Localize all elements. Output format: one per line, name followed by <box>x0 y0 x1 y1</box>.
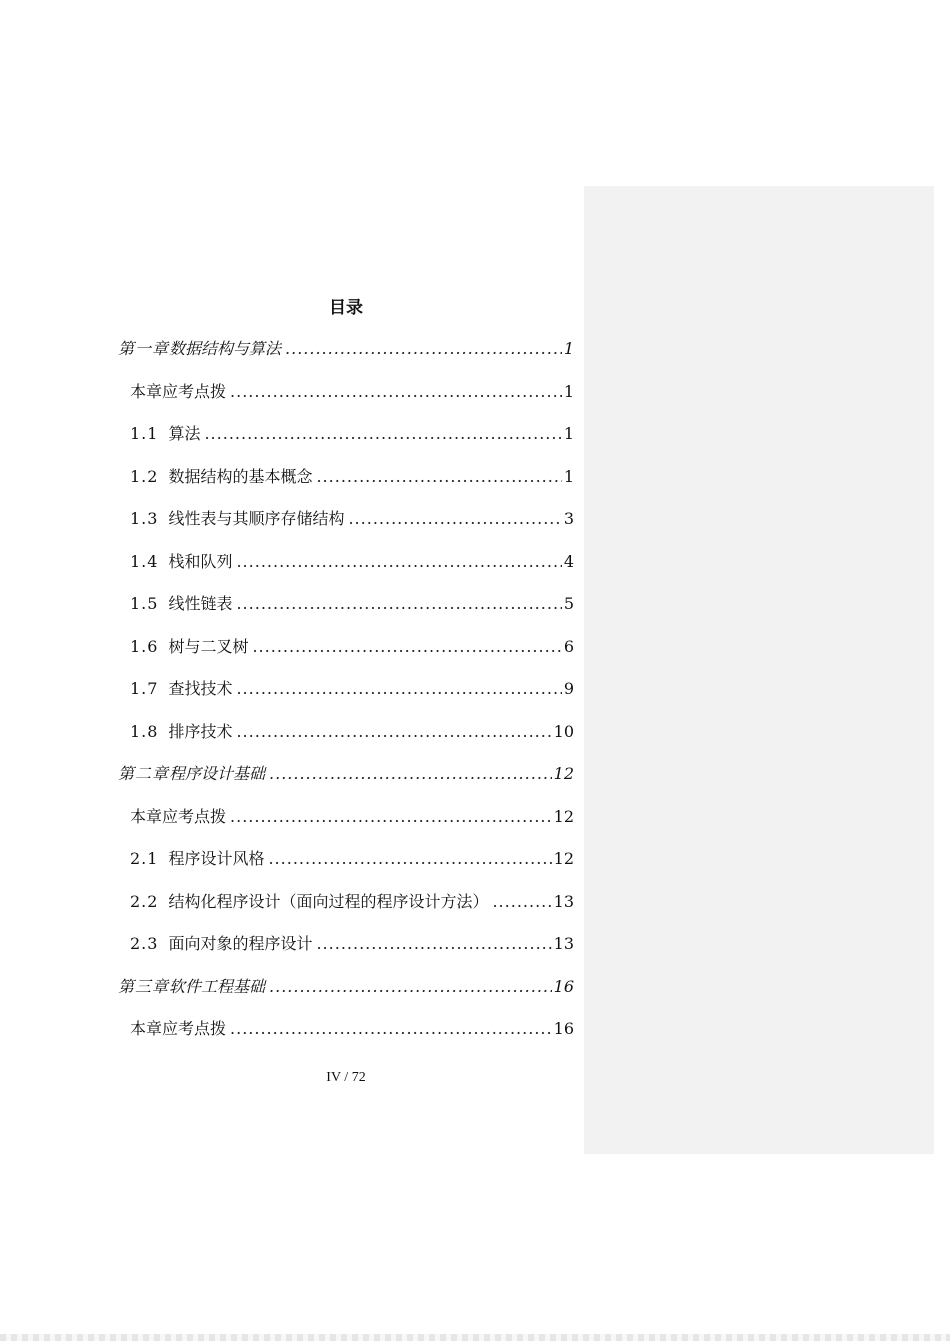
toc-entry-number: 第三章 <box>118 976 170 996</box>
toc-dot-leader <box>316 923 551 966</box>
toc-page-number: 12 <box>553 806 574 826</box>
toc-dot-leader <box>230 1008 552 1051</box>
toc-entry-label: 软件工程基础 <box>169 976 266 996</box>
page-footer: IV / 72 <box>326 1070 366 1085</box>
toc-dot-leader <box>236 668 561 711</box>
toc-section-entry[interactable] <box>118 541 574 584</box>
toc-page-number: 9 <box>563 679 574 698</box>
toc-dot-leader <box>252 626 561 669</box>
toc-page-number: 13 <box>553 891 574 911</box>
toc-entry-number: 1.3 <box>130 509 159 528</box>
toc-entry-number: 2.2 <box>130 891 159 911</box>
toc-dot-leader <box>268 838 551 881</box>
toc-page-number: 3 <box>563 509 574 528</box>
toc-entry-label: 数据结构与算法 <box>169 339 282 358</box>
toc-dot-leader <box>492 881 551 924</box>
toc-section-entry[interactable] <box>118 456 574 499</box>
toc-entry-label: 查找技术 <box>168 679 233 698</box>
toc-page-number: 1 <box>563 466 574 486</box>
toc-dot-leader <box>230 371 562 414</box>
toc-entry-number: 第二章 <box>118 764 170 783</box>
toc-page-number: 13 <box>553 934 574 953</box>
toc-dot-leader <box>285 328 562 371</box>
toc-entry-label: 结构化程序设计（面向过程的程序设计方法） <box>168 891 489 911</box>
toc-page-number: 4 <box>563 551 574 571</box>
toc-entry-label: 程序设计基础 <box>169 764 266 783</box>
toc-section-entry[interactable] <box>118 923 574 966</box>
toc-page-number: 12 <box>553 849 574 868</box>
bottom-edge-band <box>0 1334 950 1341</box>
toc-section-entry[interactable] <box>118 881 574 924</box>
toc-page-number: 12 <box>553 764 574 783</box>
toc-page-number: 1 <box>563 424 574 443</box>
toc-dot-leader <box>269 966 552 1009</box>
toc-entry-label: 排序技术 <box>168 721 233 741</box>
toc-section-entry[interactable] <box>118 583 574 626</box>
toc-page-number: 1 <box>563 339 574 358</box>
toc-dot-leader <box>204 413 561 456</box>
toc-entry-label: 本章应考点拨 <box>130 806 227 826</box>
toc-entry-label: 线性链表 <box>168 594 233 613</box>
toc-entry-number: 1.4 <box>130 551 159 571</box>
toc-dot-leader <box>269 753 552 796</box>
toc-entry-label: 数据结构的基本概念 <box>168 466 313 486</box>
toc-page-number: 16 <box>553 1019 574 1038</box>
comment-pane <box>584 186 934 1154</box>
toc-title: 目录 <box>329 298 363 318</box>
toc-entry-number: 2.1 <box>130 849 159 868</box>
toc-section-entry[interactable] <box>118 626 574 669</box>
toc-section-entry[interactable] <box>118 413 574 456</box>
toc-list <box>118 328 574 1051</box>
toc-entry-number: 2.3 <box>130 934 159 953</box>
toc-entry-label: 树与二叉树 <box>168 636 249 656</box>
toc-section-entry[interactable] <box>118 498 574 541</box>
toc-dot-leader <box>348 498 561 541</box>
toc-chapter-entry[interactable] <box>118 753 574 796</box>
toc-page-number: 6 <box>563 636 574 656</box>
toc-entry-label: 本章应考点拨 <box>130 381 227 401</box>
toc-entry-number: 第一章 <box>118 339 170 358</box>
toc-entry-label: 栈和队列 <box>168 551 233 571</box>
toc-page-number: 5 <box>563 594 574 613</box>
toc-page-number: 16 <box>553 976 574 996</box>
toc-entry-number: 1.6 <box>130 636 159 656</box>
toc-entry-label: 程序设计风格 <box>168 849 265 868</box>
toc-section-entry[interactable] <box>118 838 574 881</box>
toc-entry-number: 1.5 <box>130 594 159 613</box>
toc-page-number: 1 <box>563 381 574 401</box>
toc-entry-label: 算法 <box>168 424 201 443</box>
toc-section-entry[interactable] <box>118 796 574 839</box>
toc-section-entry[interactable] <box>118 371 574 414</box>
toc-section-entry[interactable] <box>118 711 574 754</box>
toc-entry-number: 1.1 <box>130 424 159 443</box>
toc-dot-leader <box>316 456 561 499</box>
toc-entry-label: 线性表与其顺序存储结构 <box>168 509 345 528</box>
toc-chapter-entry[interactable] <box>118 328 574 371</box>
toc-entry-number: 1.7 <box>130 679 159 698</box>
toc-page-number: 10 <box>553 721 574 741</box>
toc-dot-leader <box>236 541 561 584</box>
toc-dot-leader <box>236 583 561 626</box>
toc-dot-leader <box>236 711 551 754</box>
toc-section-entry[interactable] <box>118 1008 574 1051</box>
toc-entry-label: 面向对象的程序设计 <box>168 934 313 953</box>
toc-entry-number: 1.8 <box>130 721 159 741</box>
toc-entry-label: 本章应考点拨 <box>130 1019 227 1038</box>
toc-entry-number: 1.2 <box>130 466 159 486</box>
toc-dot-leader <box>230 796 552 839</box>
toc-section-entry[interactable] <box>118 668 574 711</box>
toc-chapter-entry[interactable] <box>118 966 574 1009</box>
